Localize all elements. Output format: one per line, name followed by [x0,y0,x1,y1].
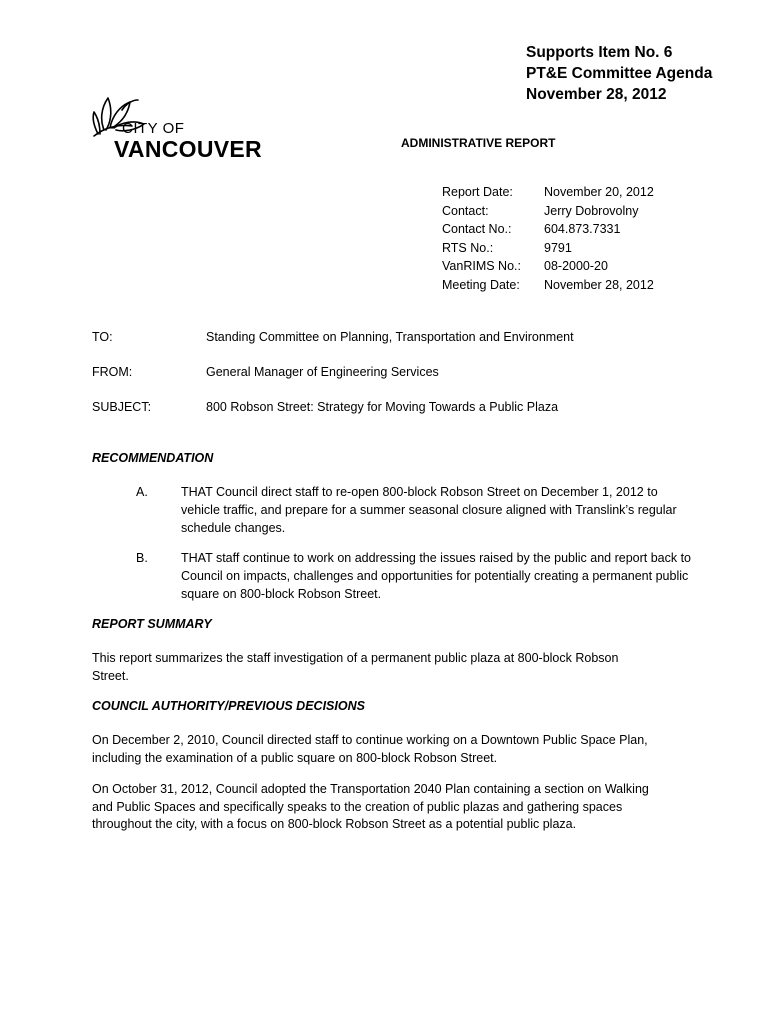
subject-value: 800 Robson Street: Strategy for Moving Towards a Public Plaza [206,400,559,414]
from-value: General Manager of Engineering Services [206,365,439,379]
recommendation-text: THAT staff continue to work on addressing the issues raised by the public and report back to Council on impacts, challenges and opportunities for potentially creating a permanent public square on 800-block Robson Street. [181,551,692,601]
committee-agenda-line: PT&E Committee Agenda [526,65,713,82]
meta-row-rts-no [442,239,654,258]
meta-value: 604.873.7331 [544,222,621,237]
authority-paragraph-2: On October 31, 2012, Council adopted the Transportation 2040 Plan containing a section on Walking and Public Spaces and specifically speaks to the creation of public plazas and gathering spaces throughout the city, with a focus on 800-block Robson Street as a potential public plaza. [92,782,649,831]
meta-label: RTS No.: [442,240,494,255]
meta-value: November 20, 2012 [544,185,654,199]
meta-row-meeting-date [442,276,654,295]
subject-label: SUBJECT: [92,400,152,414]
supports-item-line: Supports Item No. 6 [526,44,673,61]
report-summary-text: This report summarizes the staff investigation of a permanent public plaza at 800-block Robson Street. [92,651,619,683]
meta-value: November 28, 2012 [544,277,654,292]
supports-item-block [526,42,712,105]
meta-row-vanrims-no [442,257,654,276]
recommendation-letter: B. [136,551,148,565]
report-summary-heading: REPORT SUMMARY [92,617,212,631]
meta-value: Jerry Dobrovolny [544,203,639,218]
recommendation-text: THAT Council direct staff to re-open 800-block Robson Street on December 1, 2012 to vehicle traffic, and prepare for a summer seasonal closure aligned with Translink’s regular schedule changes. [181,485,677,535]
meta-label: Contact: [442,203,489,218]
logo-vancouver-text: VANCOUVER [114,136,262,162]
meta-label: Report Date: [442,185,513,199]
logo-city-of-text: CITY OF [122,120,185,137]
meta-row-report-date [442,183,654,202]
council-authority-heading: COUNCIL AUTHORITY/PREVIOUS DECISIONS [92,699,365,713]
agenda-date-line: November 28, 2012 [526,86,667,103]
meta-row-contact-no [442,220,654,239]
meta-label: VanRIMS No.: [442,259,521,274]
report-metadata [442,183,654,295]
meta-value: 08-2000-20 [544,259,608,274]
meta-label: Meeting Date: [442,277,520,292]
meta-label: Contact No.: [442,222,512,237]
recommendation-heading: RECOMMENDATION [92,451,214,465]
from-label: FROM: [92,365,133,379]
to-label: TO: [92,330,113,344]
city-of-vancouver-logo [88,90,268,165]
authority-paragraph-1: On December 2, 2010, Council directed staff to continue working on a Downtown Public Space Plan, including the examination of a public square on 800-block Robson Street. [92,733,648,765]
recommendation-letter: A. [136,485,148,499]
meta-row-contact [442,202,654,221]
to-value: Standing Committee on Planning, Transportation and Environment [206,330,574,344]
meta-value: 9791 [544,240,572,255]
report-type-title: ADMINISTRATIVE REPORT [401,136,556,150]
